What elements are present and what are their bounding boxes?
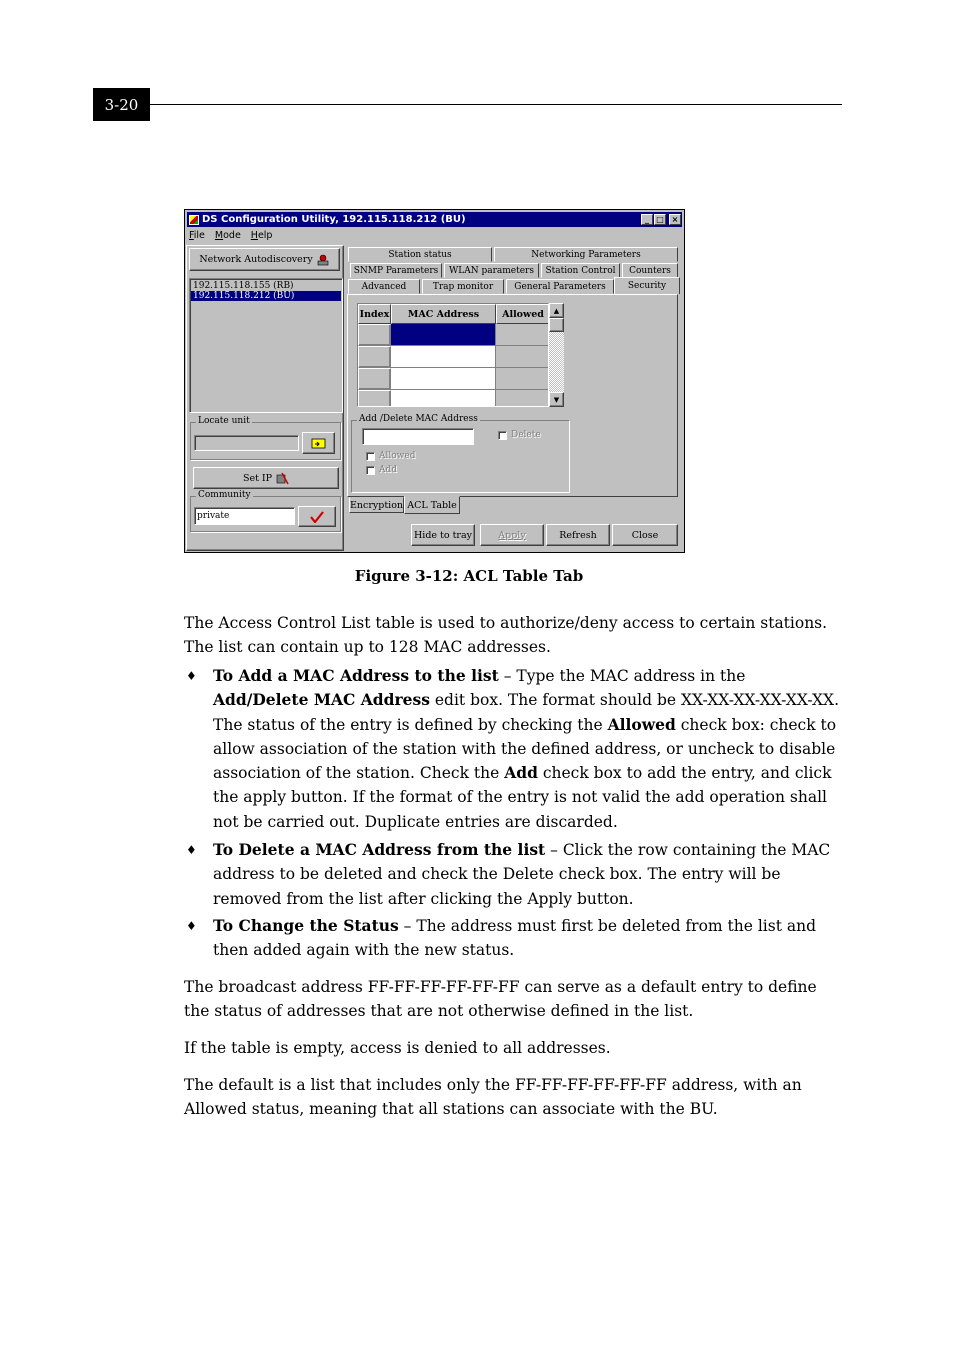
column-header-mac-address[interactable]: MAC Address [391, 304, 496, 324]
maximize-button[interactable]: □ [654, 214, 666, 225]
broadcast-text: The broadcast address FF-FF-FF-FF-FF-FF can serve as a default entry to define the status of addresses that are not otherwise defined in the list. [184, 978, 817, 1021]
diamond-bullet-icon: ♦ [186, 919, 197, 933]
scroll-thumb[interactable] [549, 318, 564, 332]
default-text: The default is a list that includes only the FF-FF-FF-FF-FF-FF address, with an Allowed status, meaning that all stations can associate with the BU. [184, 1076, 802, 1119]
community-apply-button[interactable] [298, 506, 336, 527]
refresh-button[interactable]: Refresh [546, 524, 610, 546]
row-mac-cell[interactable] [391, 346, 496, 368]
bullet-add-text-1: – Type the MAC address in the [498, 667, 746, 685]
bullet-add-text-4: check box to add the entry, and click the apply button. If the format of the entry is not valid the add operation shall not be carried out. Duplicate entries are discarded. [213, 764, 832, 831]
add-checkbox-box[interactable] [366, 466, 375, 475]
locate-button[interactable] [302, 432, 335, 454]
title-bar[interactable] [187, 212, 682, 227]
header-rule [150, 104, 842, 105]
tab-station-control[interactable]: Station Control [541, 263, 620, 278]
tab-encryption[interactable]: Encryption [349, 497, 404, 513]
add-checkbox[interactable] [366, 465, 397, 475]
delete-checkbox-box[interactable] [498, 431, 507, 440]
close-button[interactable]: Close [612, 524, 678, 546]
empty-table-text: If the table is empty, access is denied to all addresses. [184, 1039, 611, 1057]
tab-station-status[interactable]: Station status [348, 247, 492, 262]
locate-icon [311, 437, 327, 449]
row-allowed-cell[interactable] [496, 368, 549, 390]
bullet-change-status [184, 914, 844, 963]
column-header-allowed[interactable]: Allowed [496, 304, 549, 324]
tab-counters[interactable]: Counters [622, 263, 678, 278]
row-mac-cell-selected[interactable] [391, 324, 496, 346]
intro-text: The Access Control List table is used to authorize/deny access to certain stations. The list can contain up to 128 MAC addresses. [184, 614, 828, 657]
community-field[interactable]: private [194, 507, 295, 525]
add-delete-label: Add /Delete MAC Address [359, 414, 478, 424]
row-index-cell[interactable] [358, 346, 391, 368]
apply-button[interactable]: Apply [480, 524, 544, 546]
allowed-checkbox[interactable] [366, 451, 415, 461]
set-ip-label: Set IP [242, 472, 273, 484]
delete-checkbox[interactable] [498, 430, 541, 440]
mac-address-input[interactable] [362, 428, 474, 445]
bullet-add [184, 664, 844, 834]
community-label: Community [198, 490, 251, 500]
allowed-checkbox-label: Allowed [379, 451, 416, 461]
column-header-index[interactable]: Index [358, 304, 391, 324]
app-icon [189, 215, 199, 225]
page-number: 3-20 [93, 88, 150, 121]
row-mac-cell[interactable] [391, 390, 496, 407]
default-paragraph [184, 1073, 844, 1122]
row-allowed-cell[interactable] [496, 324, 549, 346]
add-checkbox-label: Add [379, 465, 398, 475]
menu-mode[interactable]: Mode [214, 230, 241, 241]
row-allowed-cell[interactable] [496, 346, 549, 368]
bullet-delete-heading: To Delete a MAC Address from the list [213, 840, 546, 859]
menu-file[interactable]: File [189, 230, 205, 241]
row-index-cell[interactable] [358, 324, 391, 346]
row-index-cell[interactable] [358, 390, 391, 407]
ip-list-item[interactable]: 192.115.118.155 (RB) [193, 281, 294, 291]
window-title: DS Configuration Utility, 192.115.118.212 (BU) [202, 214, 466, 225]
bullet-change-heading: To Change the Status [213, 916, 399, 935]
tab-trap-monitor[interactable]: Trap monitor [422, 279, 504, 294]
minimize-button[interactable]: _ [641, 214, 653, 225]
tab-general-parameters[interactable]: General Parameters [506, 279, 614, 294]
bullet-add-text-3: check box: check to allow association of the station with the defined address, or uncheck to disable association of the station. Check the [213, 715, 837, 783]
menu-bar [189, 230, 272, 244]
tab-acl-table[interactable]: ACL Table [404, 496, 460, 514]
tab-networking-parameters[interactable]: Networking Parameters [494, 247, 678, 262]
tab-snmp-parameters[interactable]: SNMP Parameters [350, 263, 442, 278]
intro-paragraph [184, 611, 844, 660]
ip-list-box[interactable] [189, 278, 343, 413]
autodiscovery-label: Network Autodiscovery [199, 254, 313, 265]
network-icon [316, 254, 330, 266]
hide-to-tray-button[interactable]: Hide to tray [411, 524, 475, 546]
bullet-delete-text: – Click the row containing the MAC address to be deleted and check the Delete check box. The entry will be removed from the list after clicking the Apply button. [213, 841, 831, 908]
diamond-bullet-icon: ♦ [186, 669, 197, 683]
checkmark-icon [310, 511, 324, 523]
bullet-add-heading: To Add a MAC Address to the list [213, 666, 499, 685]
diamond-bullet-icon: ♦ [186, 843, 197, 857]
delete-checkbox-label: Delete [511, 430, 541, 440]
locate-unit-field[interactable] [194, 435, 299, 451]
broadcast-paragraph [184, 975, 844, 1024]
figure-caption [0, 567, 954, 585]
scroll-up-button[interactable]: ▲ [549, 303, 564, 318]
empty-table-paragraph [184, 1036, 844, 1060]
figure-caption-text: Figure 3-12: ACL Table Tab [354, 567, 584, 585]
set-ip-button[interactable] [193, 467, 339, 489]
acl-table[interactable] [357, 303, 549, 407]
menu-help[interactable]: Help [250, 230, 273, 241]
close-window-button[interactable]: × [669, 214, 681, 225]
bullet-delete [184, 838, 844, 911]
row-allowed-cell[interactable] [496, 390, 549, 407]
locate-unit-label: Locate unit [198, 416, 250, 426]
scroll-down-button[interactable]: ▼ [549, 392, 564, 407]
tab-wlan-parameters[interactable]: WLAN parameters [444, 263, 539, 278]
allowed-checkbox-box[interactable] [366, 452, 375, 461]
network-autodiscovery-button[interactable] [189, 248, 340, 271]
acl-table-scrollbar[interactable] [549, 303, 564, 407]
tab-advanced[interactable]: Advanced [348, 279, 420, 294]
row-mac-cell[interactable] [391, 368, 496, 390]
tab-security[interactable]: Security [614, 277, 680, 294]
ip-list-item-selected[interactable]: 192.115.118.212 (BU) [191, 291, 341, 301]
set-ip-icon [275, 472, 289, 485]
bullet-add-text-2: edit box. The format should be XX-XX-XX-XX-XX-XX. The status of the entry is defined by checking the [213, 691, 839, 734]
bullet-add-keyword-3: Add [504, 763, 538, 783]
bullet-add-keyword-2: Allowed [607, 714, 676, 734]
row-index-cell[interactable] [358, 368, 391, 390]
bullet-change-text: – The address must first be deleted from the list and then added again with the new status. [213, 917, 817, 960]
bullet-add-keyword-1: Add/Delete MAC Address [213, 690, 430, 710]
